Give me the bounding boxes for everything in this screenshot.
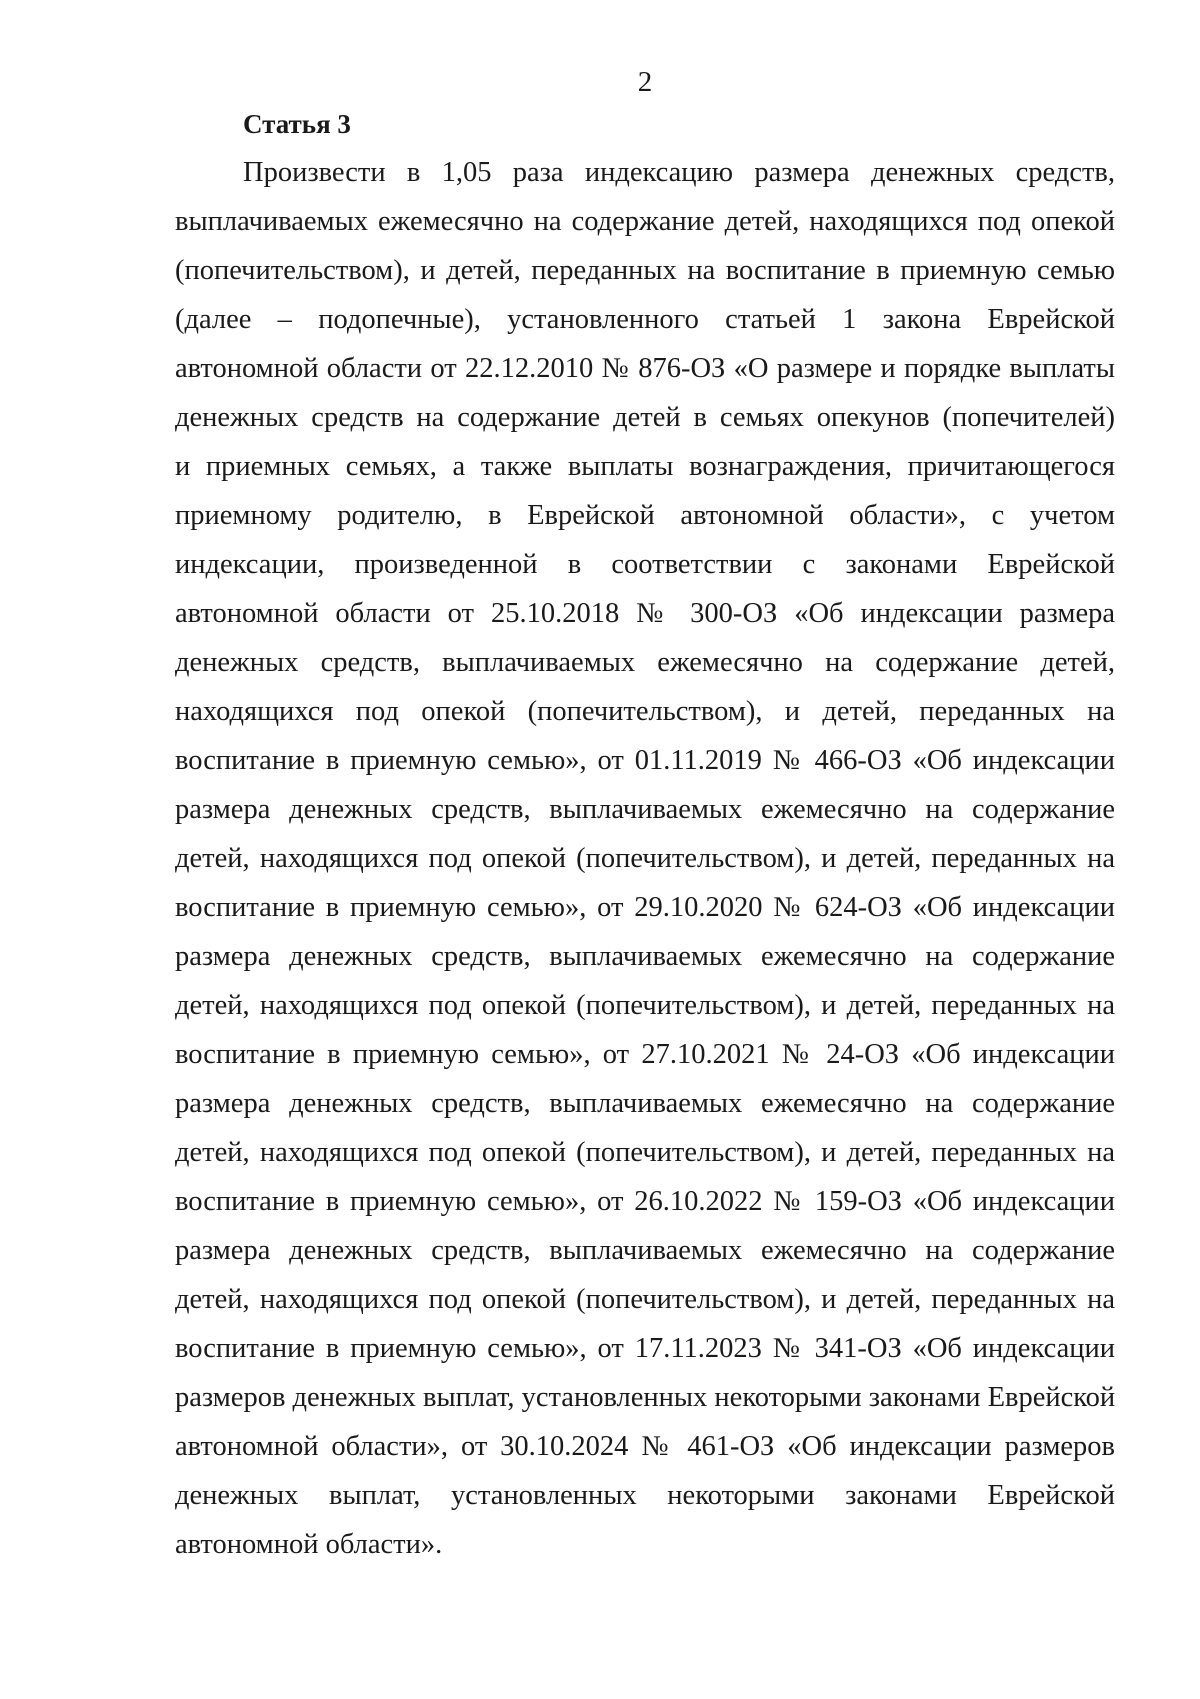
text-line: воспитание в приемную семью», от 01.11.2019 № 466-ОЗ «Об индексации	[175, 745, 1115, 776]
text-line: детей, находящихся под опекой (попечительством), и детей, переданных на	[175, 990, 1115, 1021]
text-line: приемному родителю, в Еврейской автономной области», с учетом	[175, 500, 1115, 531]
text-line: автономной области от 25.10.2018 № 300-ОЗ «Об индексации размера	[175, 598, 1115, 629]
text-line: воспитание в приемную семью», от 29.10.2020 № 624-ОЗ «Об индексации	[175, 892, 1115, 923]
text-line: автономной области от 22.12.2010 № 876-ОЗ «О размере и порядке выплаты	[175, 353, 1115, 384]
text-line: размера денежных средств, выплачиваемых ежемесячно на содержание	[175, 1088, 1115, 1119]
text-line: воспитание в приемную семью», от 27.10.2021 № 24-ОЗ «Об индексации	[175, 1039, 1115, 1070]
text-line: денежных средств, выплачиваемых ежемесячно на содержание детей,	[175, 647, 1115, 678]
text-line: выплачиваемых ежемесячно на содержание детей, находящихся под опекой	[175, 206, 1115, 237]
text-line: размера денежных средств, выплачиваемых ежемесячно на содержание	[175, 941, 1115, 972]
text-line: детей, находящихся под опекой (попечительством), и детей, переданных на	[175, 1137, 1115, 1168]
page-number: 2	[637, 66, 653, 98]
text-line: денежных выплат, установленных некоторыми законами Еврейской	[175, 1480, 1115, 1511]
text-line: и приемных семьях, а также выплаты вознаграждения, причитающегося	[175, 451, 1115, 482]
text-line: Произвести в 1,05 раза индексацию размера денежных средств,	[243, 157, 1115, 188]
text-line: размера денежных средств, выплачиваемых ежемесячно на содержание	[175, 1235, 1115, 1266]
text-line: автономной области», от 30.10.2024 № 461-ОЗ «Об индексации размеров	[175, 1431, 1115, 1462]
text-line: автономной области».	[175, 1529, 443, 1560]
article-heading: Статья 3	[243, 109, 351, 139]
text-line: размера денежных средств, выплачиваемых ежемесячно на содержание	[175, 794, 1115, 825]
text-line: находящихся под опекой (попечительством), и детей, переданных на	[175, 696, 1115, 727]
text-line: (далее – подопечные), установленного статьей 1 закона Еврейской	[175, 304, 1115, 335]
text-line: индексации, произведенной в соответствии с законами Еврейской	[175, 549, 1115, 580]
text-line: воспитание в приемную семью», от 26.10.2022 № 159-ОЗ «Об индексации	[175, 1186, 1115, 1217]
text-line: детей, находящихся под опекой (попечительством), и детей, переданных на	[175, 843, 1115, 874]
text-line: (попечительством), и детей, переданных на воспитание в приемную семью	[175, 255, 1115, 286]
text-line: детей, находящихся под опекой (попечительством), и детей, переданных на	[175, 1284, 1115, 1315]
text-line: денежных средств на содержание детей в семьях опекунов (попечителей)	[175, 402, 1115, 433]
text-line: размеров денежных выплат, установленных некоторыми законами Еврейской	[175, 1382, 1116, 1413]
text-line: воспитание в приемную семью», от 17.11.2023 № 341-ОЗ «Об индексации	[175, 1333, 1115, 1364]
article-body	[175, 154, 1115, 1575]
